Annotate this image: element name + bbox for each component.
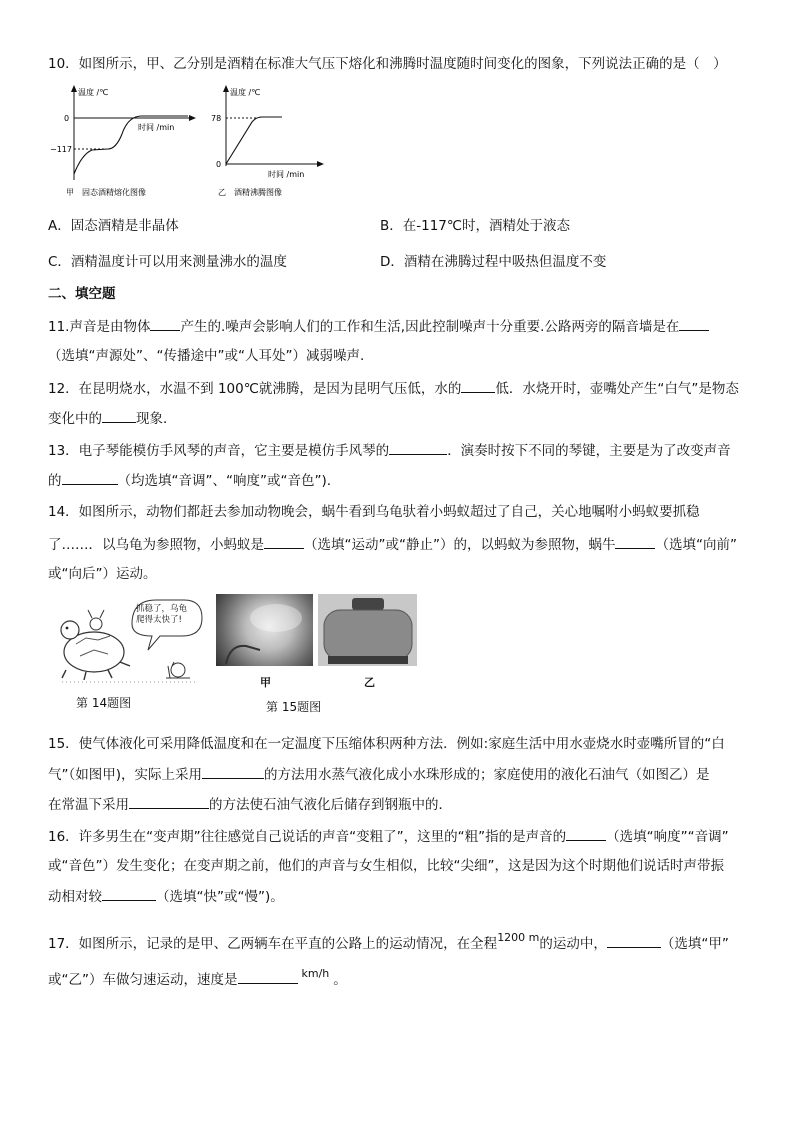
x-axis-arrow (317, 161, 324, 167)
text: ．演奏时按下不同的琴键，主要是为了改变声音 (447, 443, 731, 459)
text: 产生的.噪声会影响人们的工作和生活,因此控制噪声十分重要.公路两旁的隔音墙是在 (180, 319, 680, 335)
q14-line3: 或“向后”）运动。 (48, 566, 157, 582)
text: 17．如图所示，记录的是甲、乙两辆车在平直的公路上的运动情况，在全程 (48, 936, 498, 952)
text: 现象． (136, 411, 177, 427)
text: 变化中的 (48, 411, 102, 427)
q13-line2 (48, 470, 331, 491)
text: 。 (333, 972, 347, 988)
melting-chart (48, 82, 198, 200)
turtle-eye (66, 627, 69, 630)
q10-option-d: D．酒精在沸腾过程中吸热但温度不变 (380, 254, 607, 270)
q15-line3 (48, 794, 452, 815)
text: 12．在昆明烧水，水温不到 100℃就沸腾，是因为昆明气压低，水的 (48, 381, 462, 397)
y-label: 温度 /℃ (78, 88, 109, 97)
text: 了……．以乌龟为参照物，小蚂蚁是 (48, 537, 264, 553)
answer-blank[interactable] (566, 826, 606, 841)
boiling-chart (208, 82, 328, 200)
boiling-caption: 乙 酒精沸腾图像 (218, 188, 282, 197)
q12-line1 (48, 378, 739, 399)
q11-line1 (48, 316, 709, 337)
cylinder-sketch (318, 594, 417, 666)
q10-option-b: B．在-117℃时，酒精处于液态 (380, 218, 571, 234)
q16-line1 (48, 826, 729, 847)
ant-antennae (88, 610, 104, 618)
q17-line1 (48, 928, 729, 954)
text: 的方法用水蒸气液化成小水珠形成的；家庭使用的液化石油气（如图乙）是 (264, 767, 710, 783)
q15-line2 (48, 764, 710, 785)
answer-blank[interactable] (389, 440, 447, 455)
q15-figure-caption: 第 15题图 (266, 700, 322, 714)
q12-line2 (48, 408, 177, 429)
text: 低．水烧开时，壶嘴处产生“白气”是物态 (495, 381, 739, 397)
section-title: 二、填空题 (48, 286, 116, 302)
text: （选填“甲” (660, 936, 729, 952)
snail-shell (171, 663, 185, 677)
q14-line1: 14．如图所示，动物们都赶去参加动物晚会，蜗牛看到乌龟驮着小蚂蚁超过了自己，关心地嘱咐小蚂蚁要抓稳 (48, 504, 700, 520)
answer-blank[interactable] (202, 764, 264, 779)
x-axis-arrow (189, 115, 196, 121)
text: （选填“响度”“音调” (606, 829, 729, 845)
q14-line2 (48, 534, 737, 555)
text: 气”（如图甲)，实际上采用 (48, 767, 203, 783)
q14-figure-caption: 第 14题图 (76, 696, 132, 710)
q11-line2: （选填“声源处”、“传播途中”或“人耳处”）减弱噪声. (48, 348, 365, 364)
answer-blank[interactable] (238, 969, 298, 984)
turtle-head (61, 621, 79, 639)
tick-minus117: −117 (50, 145, 72, 154)
gas-cylinder-photo (318, 594, 417, 666)
text: 11.声音是由物体 (48, 319, 151, 335)
melting-caption: 甲 固态酒精熔化图像 (66, 188, 146, 197)
y-axis-arrow (223, 85, 229, 92)
tick-0: 0 (64, 114, 70, 123)
q10-option-a: A．固态酒精是非晶体 (48, 218, 179, 234)
answer-blank[interactable] (102, 886, 156, 901)
answer-blank[interactable] (461, 378, 495, 393)
x-label: 时间 /min (138, 123, 175, 132)
label-jia: 甲 (260, 676, 271, 689)
q15-line1: 15．使气体液化可采用降低温度和在一定温度下压缩体积两种方法．例如:家庭生活中用水壶烧水时壶嘴所冒的“白 (48, 736, 725, 752)
text: （选填“快”或“慢”)。 (156, 889, 284, 905)
kettle-spout (226, 646, 260, 664)
text: 在常温下采用 (48, 797, 129, 813)
speed-unit: km/h (301, 967, 330, 980)
ant-head (90, 618, 102, 630)
cylinder-body (324, 610, 412, 660)
text: 13．电子琴能模仿手风琴的声音，它主要是模仿手风琴的 (48, 443, 390, 459)
q16-line3 (48, 886, 284, 907)
answer-blank[interactable] (62, 470, 118, 485)
q16-line2: 或“音色”）发生变化；在变声期之前，他们的声音与女生相似，比较“尖细”，这是因为这个时期他们说话时声带振 (48, 858, 724, 874)
steam-cloud (250, 604, 302, 632)
y-axis-arrow (71, 85, 77, 92)
distance-value: 1200 m (497, 931, 540, 944)
q10-stem: 10．如图所示，甲、乙分别是酒精在标准大气压下熔化和沸腾时温度随时间变化的图象，下列说法正确的是（ ） (48, 56, 727, 72)
text: （选填“运动”或“静止”）的，以蚂蚁为参照物，蜗牛 (304, 537, 616, 553)
tick-0: 0 (216, 160, 222, 169)
cylinder-base (328, 656, 408, 664)
label-yi: 乙 (364, 676, 375, 689)
answer-blank[interactable] (615, 534, 655, 549)
q10-option-c: C．酒精温度计可以用来测量沸水的温度 (48, 254, 287, 270)
text: （选填“向前” (655, 537, 737, 553)
text: 的运动中， (539, 936, 607, 952)
kettle-steam-photo (216, 594, 313, 666)
q13-line1 (48, 440, 731, 461)
answer-blank[interactable] (102, 408, 136, 423)
kettle-sketch (216, 594, 313, 666)
answer-blank[interactable] (264, 534, 304, 549)
boiling-curve (226, 117, 282, 164)
text: 的方法使石油气液化后储存到钢瓶中的． (209, 797, 452, 813)
speech-bubble-text: 抓稳了，乌龟爬得太快了! (136, 604, 188, 625)
x-label: 时间 /min (268, 170, 305, 179)
text: 动相对较 (48, 889, 102, 905)
y-label: 温度 /℃ (230, 88, 261, 97)
cylinder-collar (352, 598, 384, 610)
text: （均选填“音调”、“响度”或“音色”). (117, 473, 332, 489)
answer-blank[interactable] (679, 316, 709, 331)
q17-line2 (48, 964, 347, 990)
tick-78: 78 (211, 114, 222, 123)
text: 16．许多男生在“变声期”往往感觉自己说话的声音“变粗了”，这里的“粗”指的是声音的 (48, 829, 567, 845)
text: 或“乙”）车做匀速运动，速度是 (48, 972, 238, 988)
answer-blank[interactable] (607, 933, 661, 948)
answer-blank[interactable] (150, 316, 180, 331)
text: 的 (48, 473, 62, 489)
answer-blank[interactable] (129, 794, 209, 809)
